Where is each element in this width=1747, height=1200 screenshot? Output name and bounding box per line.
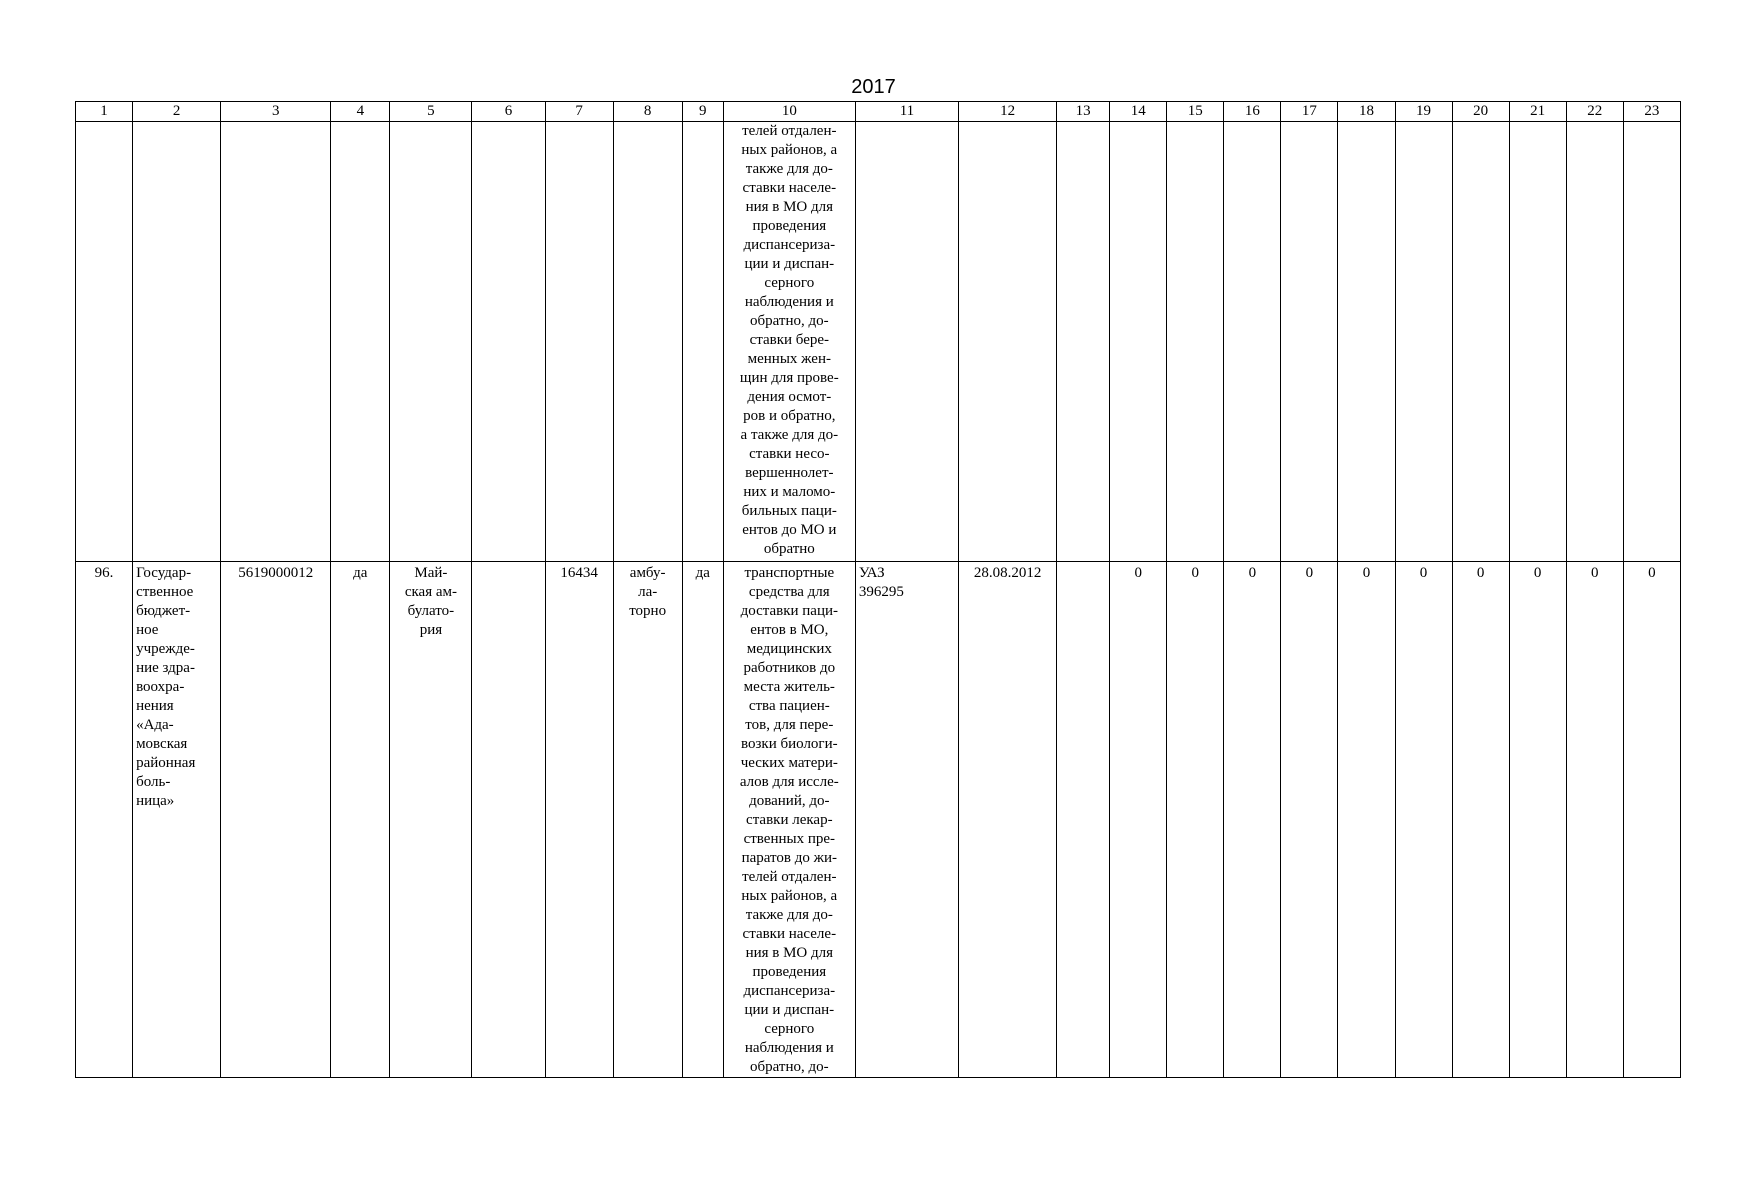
cell-row-number: 96. — [76, 562, 133, 1078]
cell-flag: да — [331, 562, 390, 1078]
table-cell — [1057, 562, 1110, 1078]
column-header: 7 — [545, 102, 613, 122]
cell-value: 0 — [1338, 562, 1395, 1078]
table-cell — [331, 122, 390, 562]
table-cell — [1281, 122, 1338, 562]
table-cell — [545, 122, 613, 562]
table-cell — [1338, 122, 1395, 562]
table-cell — [613, 122, 682, 562]
header-row — [76, 102, 1681, 122]
column-header: 22 — [1566, 102, 1623, 122]
table-cell — [472, 562, 545, 1078]
column-header: 5 — [390, 102, 472, 122]
cell-care-type: амбу- ла- торно — [613, 562, 682, 1078]
table-cell — [390, 122, 472, 562]
cell-value: 0 — [1281, 562, 1338, 1078]
cell-value: 0 — [1110, 562, 1167, 1078]
table-cell — [1110, 122, 1167, 562]
cell-value: 0 — [1623, 562, 1680, 1078]
cell-number: 16434 — [545, 562, 613, 1078]
column-header: 19 — [1395, 102, 1452, 122]
cell-flag: да — [682, 562, 723, 1078]
table-row-96 — [76, 562, 1681, 1078]
column-header: 2 — [133, 102, 221, 122]
column-header: 6 — [472, 102, 545, 122]
cell-value: 0 — [1452, 562, 1509, 1078]
data-table — [75, 101, 1681, 1078]
table-cell — [959, 122, 1057, 562]
column-header: 10 — [723, 102, 855, 122]
table-cell — [1452, 122, 1509, 562]
column-header: 12 — [959, 102, 1057, 122]
cell-value: 0 — [1395, 562, 1452, 1078]
cell-value: 0 — [1224, 562, 1281, 1078]
cell-value: 0 — [1167, 562, 1224, 1078]
column-header: 9 — [682, 102, 723, 122]
table-cell — [1395, 122, 1452, 562]
table-cell — [682, 122, 723, 562]
table-cell — [855, 122, 958, 562]
column-header: 18 — [1338, 102, 1395, 122]
column-header: 11 — [855, 102, 958, 122]
cell-value: 0 — [1566, 562, 1623, 1078]
page-number: 2017 — [851, 76, 896, 98]
cell-subdivision: Май- ская ам- булато- рия — [390, 562, 472, 1078]
cell-date: 28.08.2012 — [959, 562, 1057, 1078]
column-header: 21 — [1509, 102, 1566, 122]
table-cell — [76, 122, 133, 562]
table-cell — [1167, 122, 1224, 562]
table-cell — [1623, 122, 1680, 562]
column-header: 15 — [1167, 102, 1224, 122]
table-cell — [1509, 122, 1566, 562]
column-header: 16 — [1224, 102, 1281, 122]
column-header: 3 — [221, 102, 331, 122]
column-header: 1 — [76, 102, 133, 122]
table-cell — [1566, 122, 1623, 562]
table-cell — [133, 122, 221, 562]
table-cell — [221, 122, 331, 562]
table-cell — [1057, 122, 1110, 562]
table-cell — [472, 122, 545, 562]
cell-organization: Государ- ственное бюджет- ное учрежде- ние здра- воохра- нения «Ада- мовская районная боль- ница» — [133, 562, 221, 1078]
column-header: 17 — [1281, 102, 1338, 122]
column-header: 20 — [1452, 102, 1509, 122]
cell-vehicle: УАЗ 396295 — [855, 562, 958, 1078]
column-header: 13 — [1057, 102, 1110, 122]
cell-code: 5619000012 — [221, 562, 331, 1078]
column-header: 23 — [1623, 102, 1680, 122]
column-header: 4 — [331, 102, 390, 122]
cell-purpose: транспортные средства для доставки паци- ентов в МО, медицинских работников до места житель- ства пациен- тов, для пере- возки биологи- ческих матери- алов для иссле- дований, до- ставки лекар- ственных пре- паратов до жи- телей отдален- ных районов, а также для до- ставки населе- ния в МО для проведения диспансериза- ции и диспан- серного наблюдения и обратно, до- — [723, 562, 855, 1078]
column-header: 14 — [1110, 102, 1167, 122]
cell-purpose-continued: телей отдален- ных районов, а также для до- ставки населе- ния в МО для проведения диспансериза- ции и диспан- серного наблюдения и обратно, до- ставки бере- менных жен- щин для прове- дения осмот- ров и обратно, а также для до- ставки несо- вершеннолет- них и маломо- бильных паци- ентов до МО и обратно — [723, 122, 855, 562]
table-cell — [1224, 122, 1281, 562]
column-header: 8 — [613, 102, 682, 122]
cell-value: 0 — [1509, 562, 1566, 1078]
table-row-continued — [76, 122, 1681, 562]
